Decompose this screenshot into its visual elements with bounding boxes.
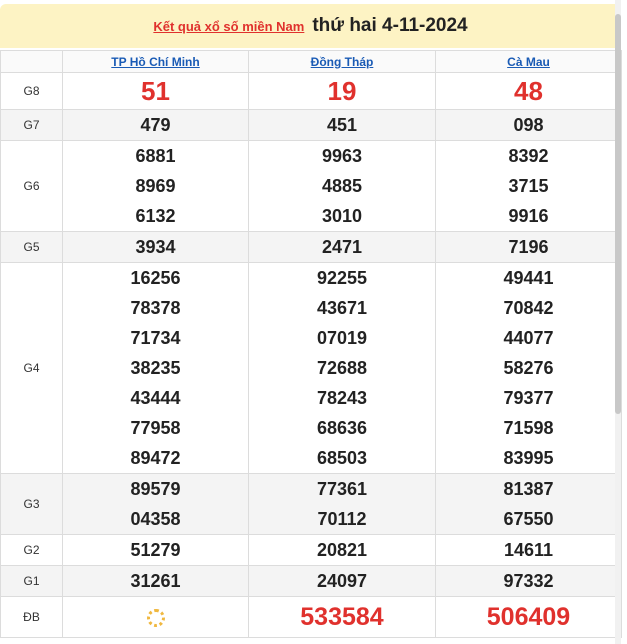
prize-cell [63,73,249,110]
prize-cell [436,110,622,141]
prize-row-g2 [1,535,622,566]
prize-number: 44077 [503,328,554,348]
prize-label: G8 [1,73,63,110]
prize-number: 81387 [503,479,554,499]
prize-row-g7 [1,110,622,141]
prize-number: 78378 [130,298,181,318]
column-header-1[interactable]: TP Hồ Chí Minh [63,51,249,73]
prize-cell [249,474,436,535]
prize-number: 97332 [503,571,554,591]
prize-number: 16256 [130,268,181,288]
header-empty [1,51,63,73]
prize-number: 8392 [508,146,549,166]
prize-number: 19 [327,75,357,106]
prize-cell [63,232,249,263]
prize-cell [249,141,436,232]
prize-row-g3 [1,474,622,535]
prize-cell [63,566,249,597]
prize-label: G2 [1,535,63,566]
prize-number: 7196 [508,237,549,257]
prize-number: 71598 [503,418,554,438]
prize-number: 6132 [135,206,176,226]
prize-cell [436,566,622,597]
results-header [0,4,621,48]
prize-number: 098 [513,115,544,135]
results-table [0,50,622,638]
prize-cell [436,141,622,232]
prize-number: 533584 [300,602,384,631]
prize-cell [63,474,249,535]
prize-number: 48 [514,75,543,106]
prize-number: 04358 [130,509,181,529]
prize-number: 72688 [316,358,368,378]
prize-number: 78243 [316,388,368,408]
draw-date: thứ hai 4-11-2024 [312,15,468,36]
prize-cell [63,263,249,474]
prize-cell [249,535,436,566]
prize-number: 51 [141,75,170,106]
prize-cell [249,597,436,638]
prize-number: 2471 [321,237,363,257]
prize-cell [436,474,622,535]
prize-label: G5 [1,232,63,263]
prize-number: 6881 [135,146,176,166]
prize-row-g1 [1,566,622,597]
prize-number: 4885 [321,176,363,196]
prize-number: 9916 [508,206,549,226]
region-results-link[interactable]: Kết quả xổ số miền Nam [153,18,305,34]
prize-number: 68503 [316,448,368,468]
prize-number: 67550 [503,509,554,529]
prize-row-đb [1,597,622,638]
prize-label: ĐB [1,597,63,638]
prize-number: 79377 [503,388,554,408]
prize-cell [436,263,622,474]
prize-number: 43444 [130,388,181,408]
prize-number: 506409 [486,602,571,631]
prize-number: 24097 [316,571,368,591]
prize-number: 70842 [503,298,554,318]
prize-label: G7 [1,110,63,141]
prize-cell [63,597,249,638]
prize-number: 51279 [130,540,181,560]
prize-number: 38235 [130,358,181,378]
prize-row-g8 [1,73,622,110]
column-header-3[interactable]: Cà Mau [436,51,622,73]
table-header-row [1,51,622,73]
prize-cell [249,232,436,263]
loading-spinner-icon [147,609,165,627]
prize-label: G3 [1,474,63,535]
scrollbar-thumb[interactable] [615,14,621,414]
prize-number: 71734 [130,328,181,348]
prize-number: 68636 [316,418,368,438]
prize-cell [63,141,249,232]
prize-number: 70112 [317,509,367,529]
prize-number: 77958 [130,418,181,438]
prize-number: 8969 [135,176,176,196]
prize-row-g6 [1,141,622,232]
prize-row-g5 [1,232,622,263]
prize-number: 77361 [316,479,368,499]
prize-number: 9963 [321,146,363,166]
prize-number: 58276 [503,358,554,378]
prize-number: 3934 [135,237,176,257]
prize-row-g4 [1,263,622,474]
column-header-2[interactable]: Đồng Tháp [249,51,436,73]
prize-number: 20821 [316,540,368,560]
prize-number: 89579 [130,479,181,499]
prize-number: 31261 [130,571,181,591]
prize-cell [436,232,622,263]
prize-number: 3010 [321,206,363,226]
prize-number: 49441 [503,268,554,288]
prize-number: 14611 [503,540,554,560]
scrollbar[interactable] [615,0,621,644]
prize-cell [63,110,249,141]
prize-cell [249,566,436,597]
prize-label: G1 [1,566,63,597]
prize-cell [63,535,249,566]
prize-number: 07019 [316,328,368,348]
prize-number: 451 [326,115,358,135]
prize-number: 83995 [503,448,554,468]
prize-cell [436,535,622,566]
prize-cell [249,110,436,141]
prize-label: G4 [1,263,63,474]
prize-cell [436,597,622,638]
prize-cell [249,263,436,474]
prize-cell [436,73,622,110]
prize-number: 89472 [130,448,181,468]
prize-number: 43671 [316,298,368,318]
prize-number: 92255 [316,268,368,288]
prize-cell [249,73,436,110]
prize-number: 3715 [508,176,549,196]
prize-number: 479 [140,115,171,135]
prize-label: G6 [1,141,63,232]
